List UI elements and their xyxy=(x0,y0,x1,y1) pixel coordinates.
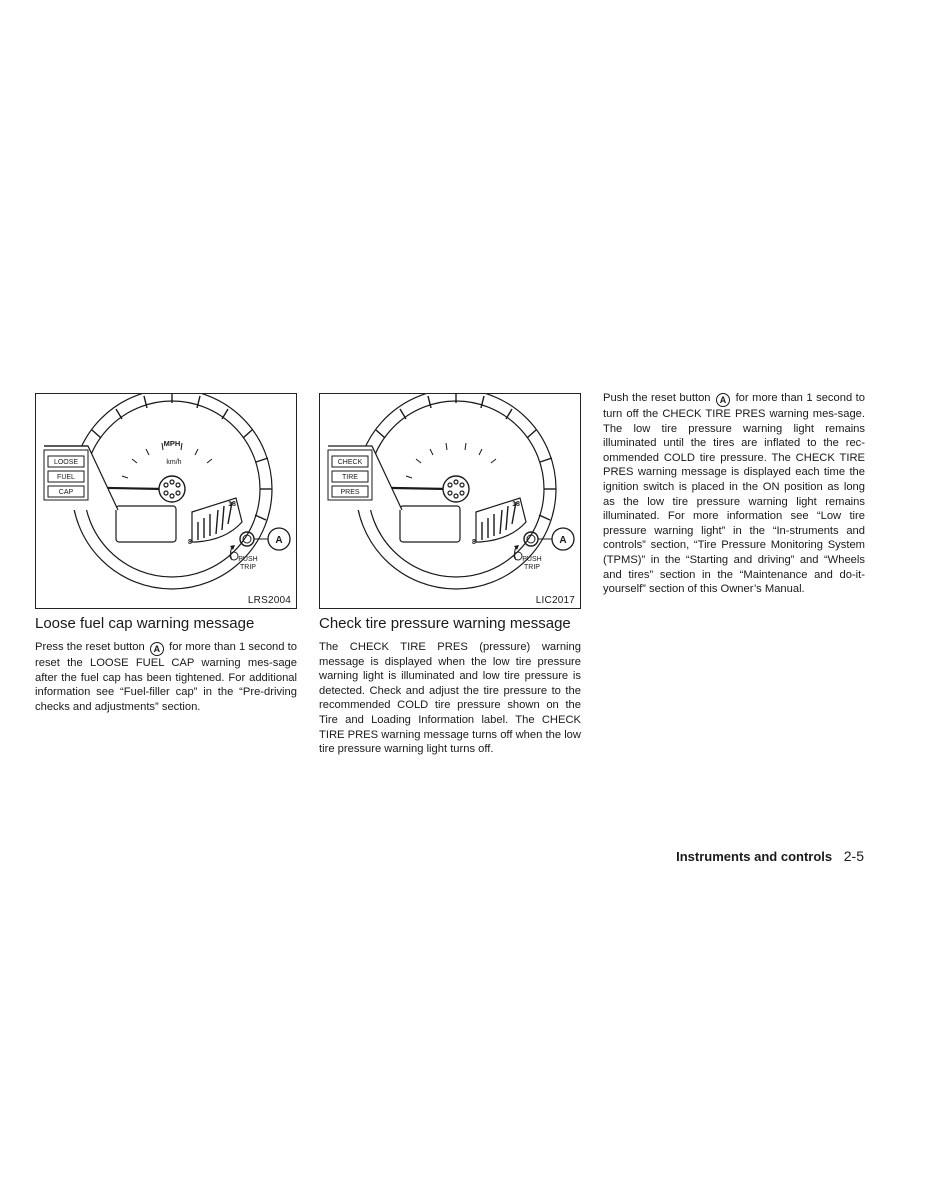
paragraph-reset-check-tire-pres xyxy=(603,391,865,597)
figure-code: LIC2017 xyxy=(535,595,575,606)
button-label-line2: TRIP xyxy=(524,564,540,571)
page-number: 2-5 xyxy=(843,848,864,864)
reset-button-a-icon: A xyxy=(150,642,164,656)
fuel-max-label: 18 xyxy=(228,501,236,508)
button-label-line1: PUSH xyxy=(238,556,258,563)
button-label-line2: TRIP xyxy=(240,564,256,571)
gauge-display-screen xyxy=(116,506,176,542)
fuel-min-label: 8 xyxy=(472,539,476,546)
callout-letter: A xyxy=(559,535,567,546)
body-text-after: for more than 1 second to turn off the CHECK TIRE PRES warning mes-sage. The low tire pressure warning light remains illuminated until the tires are inflated to the rec-ommended COLD tire pressure. The CHECK TIRE PRES warning message is displayed each time the ignition switch is placed in the ON position as long as the low tire pressure warning light remains illuminated. For more information see “Low tire pressure warning light” in the “In-struments and controls” section, “Tire Pressure Monitoring System (TPMS)” in the “Starting and driving” and “Wheels and tires” section in the “Maintenance and do-it-yourself” section of this Owner’s Manual. xyxy=(603,392,866,596)
panel-label-3: PRES xyxy=(340,489,360,496)
figure-check-tire-pressure xyxy=(319,393,581,609)
trip-reset-icon xyxy=(514,552,522,560)
panel-label-1: LOOSE xyxy=(53,459,79,466)
button-label-line1: PUSH xyxy=(522,556,542,563)
body-text-before: Push the reset button xyxy=(603,392,711,404)
gauge-minor-ticks xyxy=(406,443,496,478)
fuel-min-label: 8 xyxy=(188,539,192,546)
panel-label-2: TIRE xyxy=(342,474,358,481)
trip-reset-icon xyxy=(230,552,238,560)
paragraph-loose-fuel-cap xyxy=(35,640,297,714)
section-heading-check-tire-pressure: Check tire pressure warning message xyxy=(319,615,571,632)
panel-label-3: CAP xyxy=(58,489,74,496)
page-footer xyxy=(600,848,864,864)
gauge-unit-primary: MPH xyxy=(163,439,181,448)
body-text-after: for more than 1 second to reset the LOOSE FUEL CAP warning mes-sage after the fuel cap has been tightened. For additional information see “Fuel-filler cap” in the “Pre-driving checks and adjustments” section. xyxy=(35,641,298,713)
figure-code: LRS2004 xyxy=(247,595,291,606)
callout-letter: A xyxy=(275,535,283,546)
gauge-illustration xyxy=(320,394,580,608)
gauge-illustration xyxy=(36,394,296,608)
reset-button-a-icon: A xyxy=(716,393,730,407)
section-heading-loose-fuel-cap: Loose fuel cap warning message xyxy=(35,615,255,632)
fuel-max-label: 18 xyxy=(512,501,520,508)
footer-section-title: Instruments and controls xyxy=(676,849,833,864)
body-text-before: Press the reset button xyxy=(35,641,145,653)
figure-loose-fuel-cap xyxy=(35,393,297,609)
panel-label-1: CHECK xyxy=(337,459,363,466)
panel-label-2: FUEL xyxy=(57,474,75,481)
paragraph-check-tire-pressure: The CHECK TIRE PRES (pressure) warning message is displayed when the low tire pressure warning light is illuminated and low tire pressure is detected. Check and adjust the tire pressure to the recommended COLD tire pressure shown on the Tire and Loading Information label. The CHECK TIRE PRES warning message turns off when the low tire pressure warning light turns off. xyxy=(319,641,581,756)
gauge-display-screen xyxy=(400,506,460,542)
gauge-unit-secondary: km/h xyxy=(166,459,182,466)
